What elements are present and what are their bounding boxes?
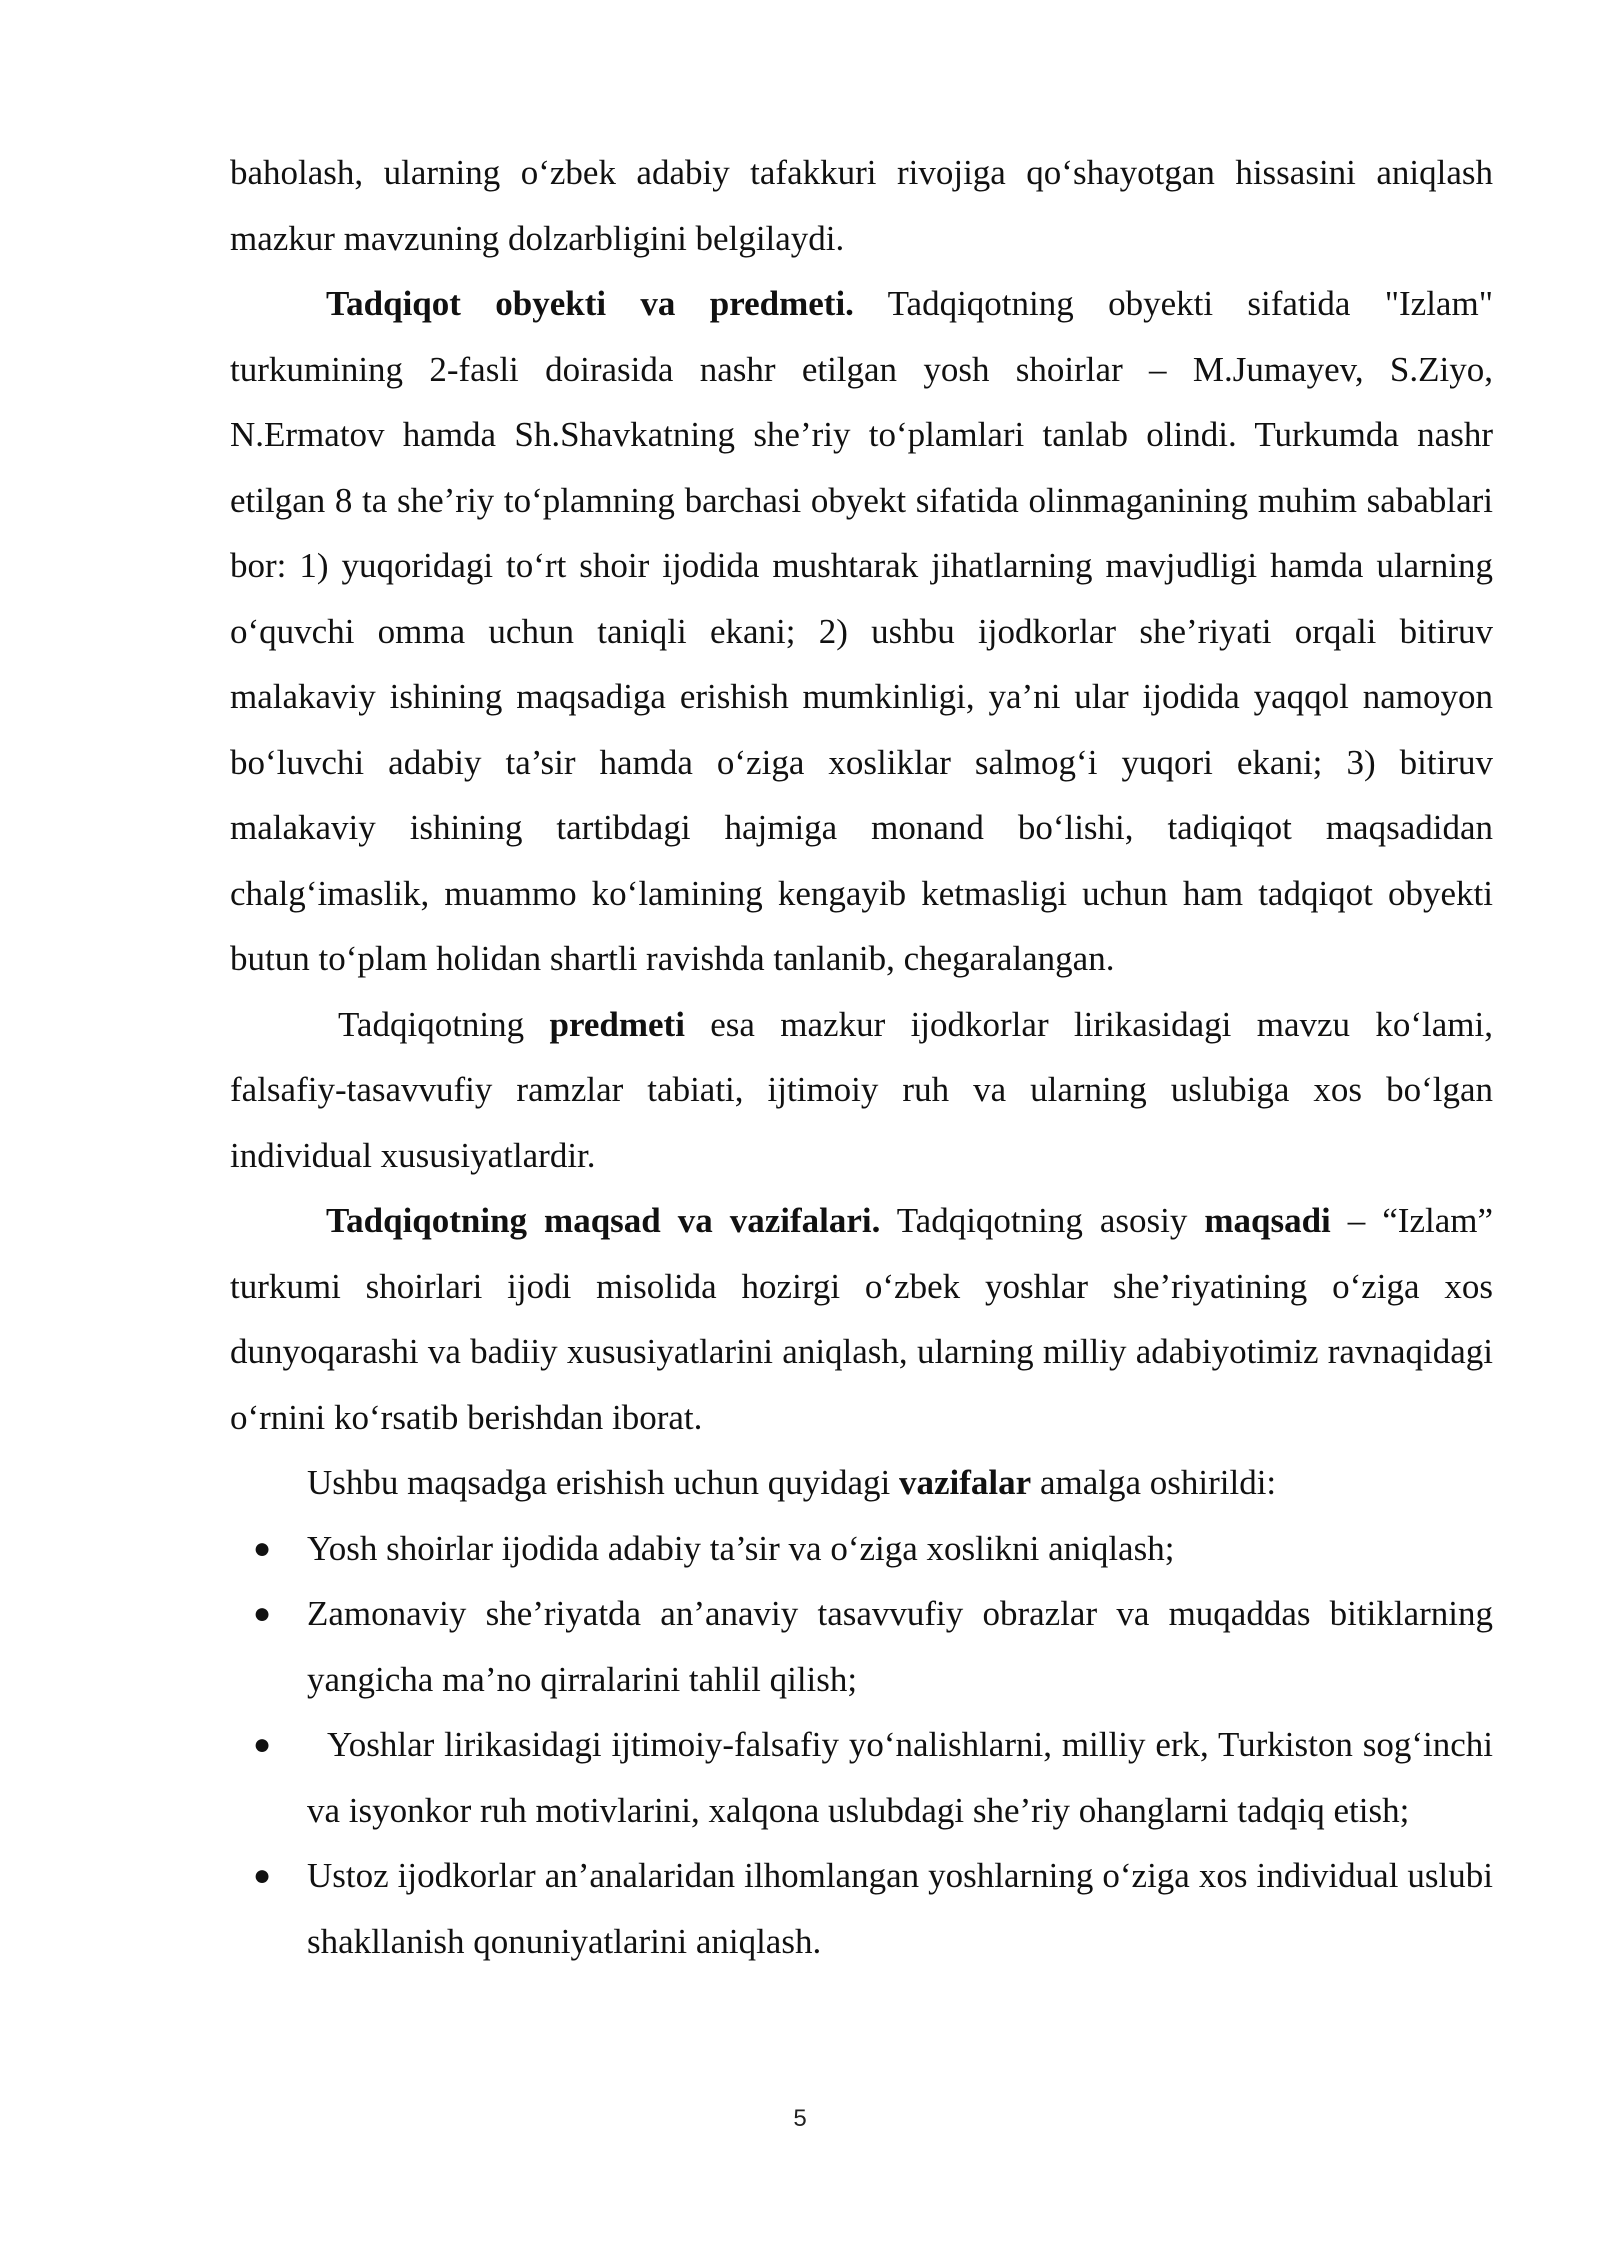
goals-text-after: – “Izlam” turkumi shoirlari ijodi misolida hozirgi o‘zbek yoshlar she’riyatining o‘ziga xos dunyoqarashi va badiiy xususiyatlarini aniqlash, ularning milliy adabiyotimiz ravnaqidagi o‘rnini ko‘rsatib berishdan iborat. <box>230 1201 1493 1437</box>
bullet-icon: ● <box>253 1597 272 1630</box>
object-subject-text: Tadqiqotning obyekti sifatida "Izlam" turkumining 2-fasli doirasida nashr etilgan yosh shoirlar – M.Jumayev, S.Ziyo, N.Ermatov hamda Sh.Shavkatning she’riy to‘plamlari tanlab olindi. Turkumda nashr etilgan 8 ta she’riy to‘plamning barchasi obyekt sifatida olinmaganining muhim sabablari bor: 1) yuqoridagi to‘rt shoir ijodida mushtarak jihatlarning mavjudligi hamda ularning o‘quvchi omma uchun taniqli ekani; 2) ushbu ijodkorlar she’riyati orqali bitiruv malakaviy ishining maqsadiga erishish mumkinligi, ya’ni ular ijodida yaqqol namoyon bo‘luvchi adabiy ta’sir hamda o‘ziga xosliklar salmog‘i yuqori ekani; 3) bitiruv malakaviy ishining tartibdagi hajmiga monand bo‘lishi, tadiqiqot maqsadidan chalg‘imaslik, muammo ko‘lamining kengayib ketmasligi uchun ham tadqiqot obyekti butun to‘plam holidan shartli ravishda tanlanib, chegaralangan. <box>230 284 1493 978</box>
goals-text-mid: Tadqiqotning asosiy <box>880 1201 1205 1240</box>
task-text: Ustoz ijodkorlar an’analaridan ilhomlangan yoshlarning o‘ziga xos individual uslubi shakllanish qonuniyatlarini aniqlash. <box>307 1856 1493 1961</box>
list-item <box>230 1516 1493 1582</box>
bullet-icon: ● <box>253 1728 272 1761</box>
tasks-intro-paragraph <box>230 1450 1493 1516</box>
goals-keyword: maqsadi <box>1204 1201 1331 1240</box>
subject-text-before: Tadqiqotning <box>338 1004 550 1044</box>
tasks-intro-after: amalga oshirildi: <box>1031 1463 1277 1502</box>
task-text: Yosh shoirlar ijodida adabiy ta’sir va o‘ziga xoslikni aniqlash; <box>307 1528 1175 1568</box>
page-number: 5 <box>793 2105 807 2132</box>
goals-heading: Tadqiqotning maqsad va vazifalari. <box>326 1201 881 1240</box>
list-item <box>230 1843 1493 1974</box>
object-subject-paragraph <box>230 271 1493 992</box>
task-text: Zamonaviy she’riyatda an’anaviy tasavvufiy obrazlar va muqaddas bitiklarning yangicha ma’no qirralarini tahlil qilish; <box>307 1594 1493 1699</box>
list-item <box>230 1581 1493 1712</box>
document-page <box>230 140 1493 1974</box>
tasks-keyword: vazifalar <box>899 1463 1032 1502</box>
subject-paragraph <box>230 992 1493 1189</box>
list-item <box>230 1712 1493 1843</box>
subject-text-after: esa mazkur ijodkorlar lirikasidagi mavzu ko‘lami, falsafiy-tasavvufiy ramzlar tabiati, ijtimoiy ruh va ularning uslubiga xos bo‘lgan individual xususiyatlardir. <box>230 1004 1493 1175</box>
goals-paragraph <box>230 1188 1493 1450</box>
object-subject-heading: Tadqiqot obyekti va predmeti. <box>326 284 854 323</box>
intro-paragraph <box>230 140 1493 271</box>
tasks-intro-before: Ushbu maqsadga erishish uchun quyidagi <box>307 1463 899 1502</box>
bullet-icon: ● <box>253 1531 272 1565</box>
tasks-list <box>230 1516 1493 1975</box>
intro-text: baholash, ularning o‘zbek adabiy tafakkuri rivojiga qo‘shayotgan hissasini aniqlash mazkur mavzuning dolzarbligini belgilaydi. <box>230 153 1493 258</box>
bullet-icon: ● <box>253 1859 272 1892</box>
subject-keyword: predmeti <box>549 1004 685 1044</box>
task-text: Yoshlar lirikasidagi ijtimoiy-falsafiy yo‘nalishlarni, milliy erk, Turkiston sog‘inchi va isyonkor ruh motivlarini, xalqona uslubdagi she’riy ohanglarni tadqiq etish; <box>307 1725 1493 1830</box>
